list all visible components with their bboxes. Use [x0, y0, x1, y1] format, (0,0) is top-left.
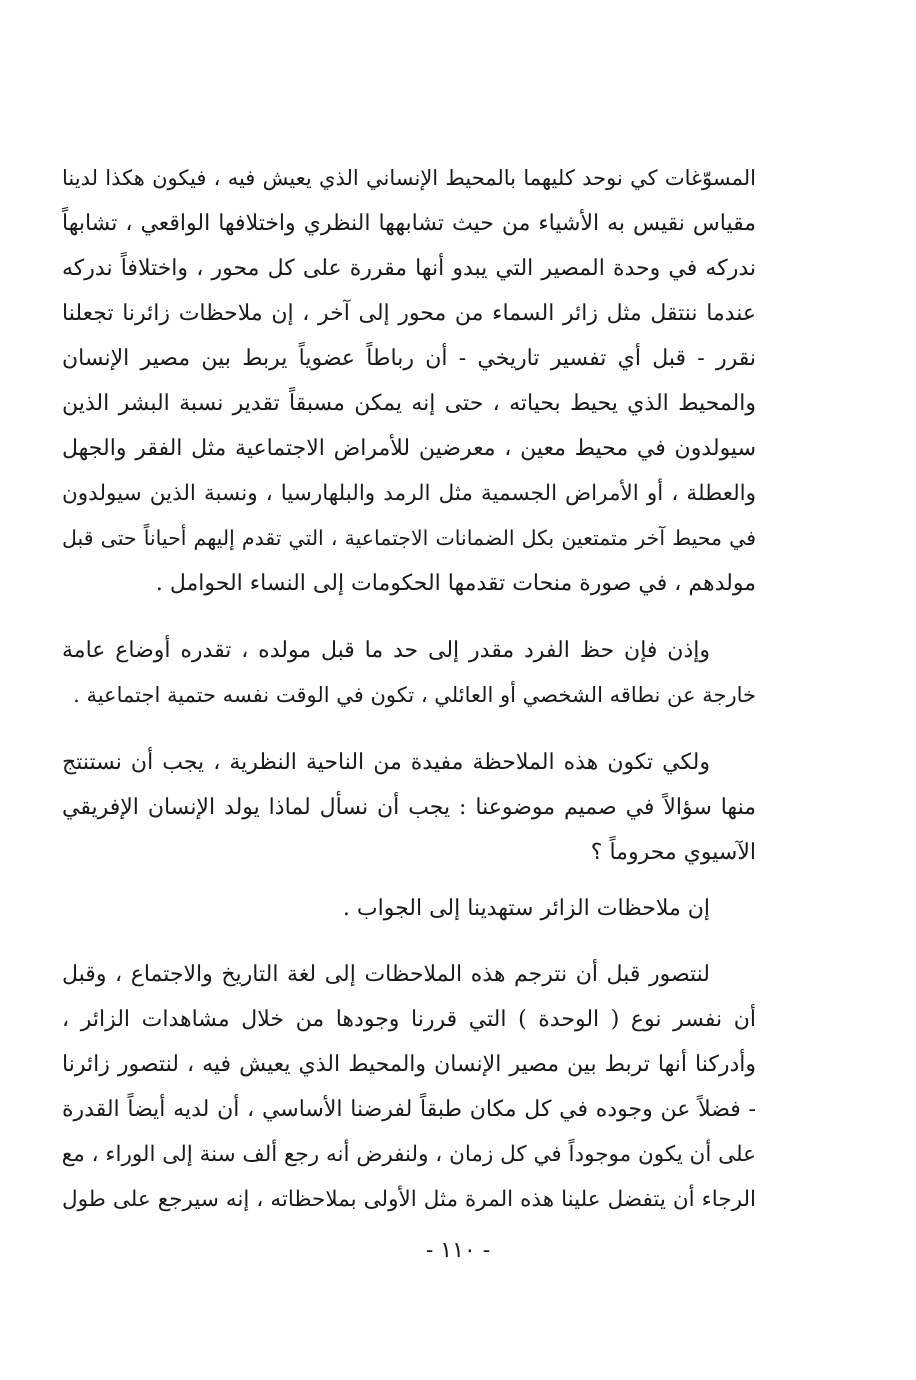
- paragraph-1: [62, 156, 756, 606]
- text-line: نقرر - قبل أي تفسير تاريخي - أن رباطاً عضوياً يربط بين مصير الإنسان: [62, 346, 756, 371]
- text-line: الرجاء أن يتفضل علينا هذه المرة مثل الأولى بملاحظاته ، إنه سيرجع على طول: [62, 1187, 756, 1212]
- text-line: المسوّغات كي نوحد كليهما بالمحيط الإنساني الذي يعيش فيه ، فيكون هكذا لدينا: [62, 166, 756, 190]
- text-line: إن ملاحظات الزائر ستهدينا إلى الجواب .: [342, 896, 710, 921]
- text-line: ندركه في وحدة المصير التي يبدو أنها مقررة على كل محور ، واختلافاً ندركه: [62, 256, 756, 281]
- paragraph-5: [62, 952, 756, 1222]
- text-line: سيولدون في محيط معين ، معرضين للأمراض الاجتماعية مثل الفقر والجهل: [62, 436, 756, 461]
- text-line: الآسيوي محروماً ؟: [590, 840, 756, 865]
- paragraph-3: [62, 740, 756, 875]
- paragraph-2: [62, 628, 756, 718]
- text-line: لنتصور قبل أن نترجم هذه الملاحظات إلى لغة التاريخ والاجتماع ، وقبل: [62, 962, 710, 987]
- text-line: على أن يكون موجوداً في كل زمان ، ولنفرض أنه رجع ألف سنة إلى الوراء ، مع: [61, 1142, 756, 1167]
- paragraph-4: [62, 886, 756, 931]
- text-line: ولكي تكون هذه الملاحظة مفيدة من الناحية النظرية ، يجب أن نستنتج: [62, 750, 710, 775]
- text-line: في محيط آخر متمتعين بكل الضمانات الاجتماعية ، التي تقدم إليهم أحياناً حتى قبل: [62, 526, 756, 550]
- text-line: خارجة عن نطاقه الشخصي أو العائلي ، تكون في الوقت نفسه حتمية اجتماعية .: [73, 683, 756, 707]
- text-line: وأدركنا أنها تربط بين مصير الإنسان والمحيط الذي يعيش فيه ، لنتصور زائرنا: [62, 1052, 756, 1077]
- text-line: والمحيط الذي يحيط بحياته ، حتى إنه يمكن مسبقاً تقدير نسبة البشر الذين: [62, 391, 756, 416]
- page-number: - ١١٠ -: [425, 1238, 491, 1263]
- text-line: عندما ننتقل مثل زائر السماء من محور إلى آخر ، إن ملاحظات زائرنا تجعلنا: [62, 301, 756, 326]
- text-line: والعطلة ، أو الأمراض الجسمية مثل الرمد والبلهارسيا ، ونسبة الذين سيولدون: [62, 481, 756, 506]
- text-line: منها سؤالاً في صميم موضوعنا : يجب أن نسأل لماذا يولد الإنسان الإفريقي: [62, 795, 756, 820]
- text-line: مقياس نقيس به الأشياء من حيث تشابهها النظري واختلافها الواقعي ، تشابهاً: [62, 211, 756, 236]
- text-line: مولدهم ، في صورة منحات تقدمها الحكومات إلى النساء الحوامل .: [155, 571, 756, 596]
- text-line: أن نفسر نوع ( الوحدة ) التي قررنا وجودها من خلال مشاهدات الزائر ،: [62, 1007, 756, 1032]
- text-line: - فضلاً عن وجوده في كل مكان طبقاً لفرضنا الأساسي ، أن لديه أيضاً القدرة: [62, 1097, 756, 1122]
- text-line: وإذن فإن حظ الفرد مقدر إلى حد ما قبل مولده ، تقدره أوضاع عامة: [62, 638, 710, 663]
